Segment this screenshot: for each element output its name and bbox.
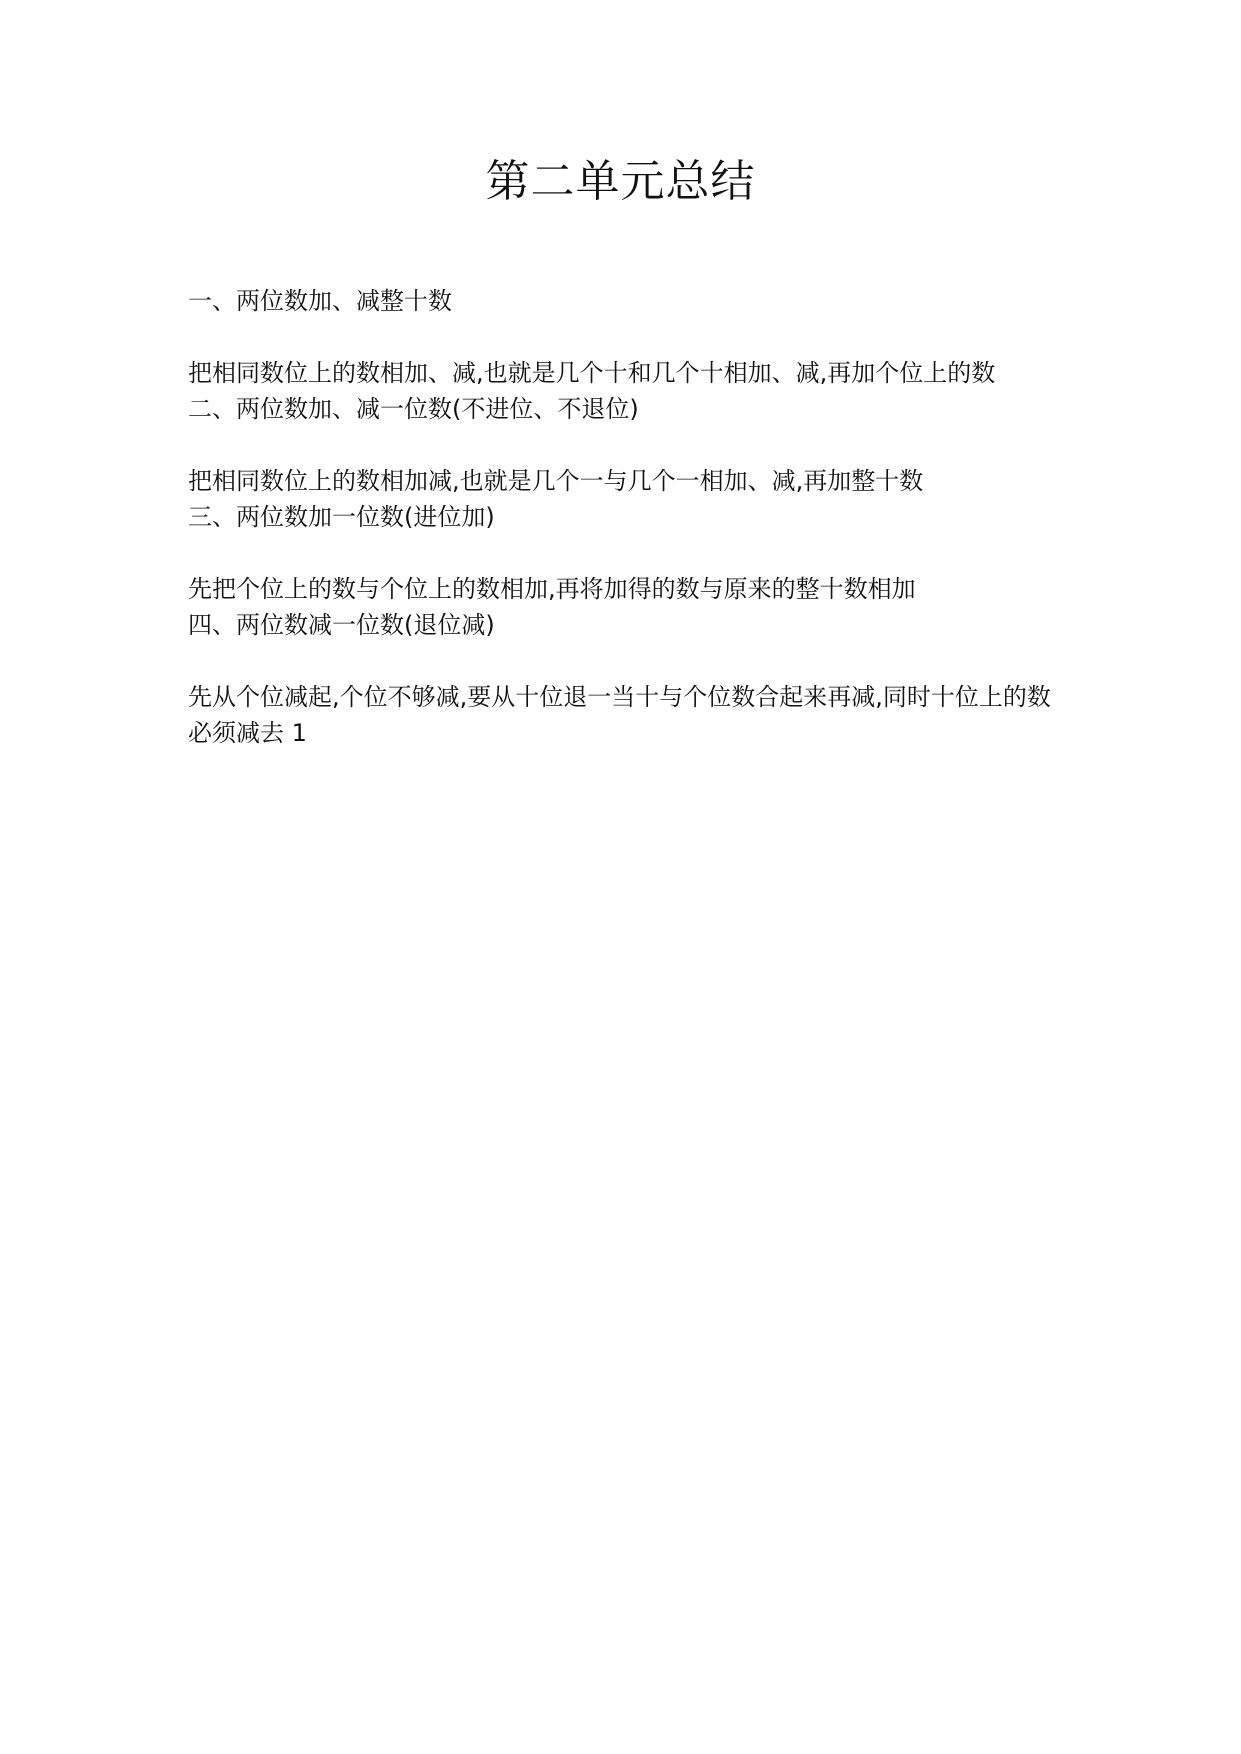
section-1 xyxy=(188,283,1068,391)
section-1-heading: 一、两位数加、减整十数 xyxy=(188,287,452,315)
section-1-text: 把相同数位上的数相加、减,也就是几个十和几个十相加、减,再加个位上的数 xyxy=(188,359,996,387)
section-4-heading: 四、两位数减一位数(退位减) xyxy=(188,611,495,639)
section-3 xyxy=(188,499,1068,607)
document-content xyxy=(188,283,1068,751)
section-4-text: 先从个位减起,个位不够减,要从十位退一当十与个位数合起来再减,同时十位上的数必须减去 1 xyxy=(188,683,1051,747)
section-2-heading: 二、两位数加、减一位数(不进位、不退位) xyxy=(188,395,639,423)
section-4 xyxy=(188,607,1068,751)
section-3-heading: 三、两位数加一位数(进位加) xyxy=(188,503,495,531)
document-title: 第二单元总结 xyxy=(485,156,756,207)
section-2 xyxy=(188,391,1068,499)
section-3-text: 先把个位上的数与个位上的数相加,再将加得的数与原来的整十数相加 xyxy=(188,575,916,603)
section-2-text: 把相同数位上的数相加减,也就是几个一与几个一相加、减,再加整十数 xyxy=(188,467,924,495)
